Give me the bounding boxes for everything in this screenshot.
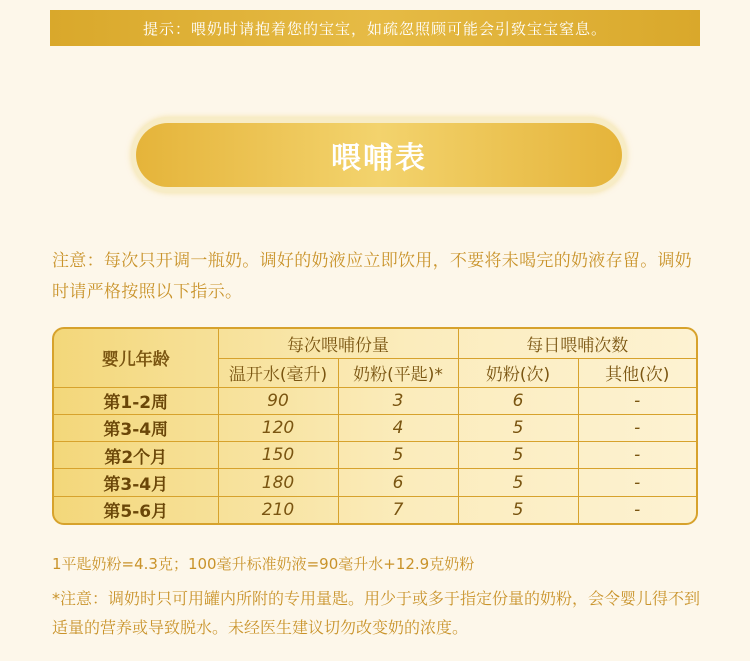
page-title: 喂哺表 — [136, 123, 622, 187]
scoop-usage-warning: *注意：调奶时只可用罐内所附的专用量匙。用少于或多于指定份量的奶粉，会令婴儿得不到适量的营养或导致脱水。未经医生建议切勿改变奶的浓度。 — [52, 589, 701, 637]
table-row — [54, 469, 696, 496]
other-times-header: 其他(次) — [578, 358, 696, 387]
age-cell: 第3-4月 — [54, 469, 218, 496]
age-cell: 第3-4周 — [54, 414, 218, 441]
feeds-cell: 5 — [458, 414, 578, 441]
daily-feeds-header: 每日喂哺次数 — [458, 329, 696, 358]
tip-banner: 提示：喂奶时请抱着您的宝宝，如疏忽照顾可能会引致宝宝窒息。 — [50, 10, 700, 46]
age-header: 婴儿年龄 — [54, 329, 218, 387]
table-row — [54, 442, 696, 469]
table-row — [54, 387, 696, 414]
powder-scoops-header: 奶粉(平匙)* — [338, 358, 458, 387]
water-cell: 150 — [218, 442, 338, 469]
other-cell: - — [578, 387, 696, 414]
other-cell: - — [578, 496, 696, 523]
powder-cell: 6 — [338, 469, 458, 496]
other-cell: - — [578, 442, 696, 469]
age-cell: 第5-6月 — [54, 496, 218, 523]
age-cell: 第1-2周 — [54, 387, 218, 414]
other-cell: - — [578, 469, 696, 496]
water-ml-header: 温开水(毫升) — [218, 358, 338, 387]
feeding-table — [52, 327, 698, 525]
feeds-cell: 6 — [458, 387, 578, 414]
feeds-cell: 5 — [458, 496, 578, 523]
powder-cell: 4 — [338, 414, 458, 441]
powder-times-header: 奶粉(次) — [458, 358, 578, 387]
feeds-cell: 5 — [458, 442, 578, 469]
age-cell: 第2个月 — [54, 442, 218, 469]
water-cell: 90 — [218, 387, 338, 414]
feeds-cell: 5 — [458, 469, 578, 496]
table-row — [54, 414, 696, 441]
notice-text: 注意：每次只开调一瓶奶。调好的奶液应立即饮用，不要将未喝完的奶液存留。调奶时请严格按照以下指示。 — [52, 251, 693, 302]
powder-cell: 3 — [338, 387, 458, 414]
water-cell: 180 — [218, 469, 338, 496]
other-cell: - — [578, 414, 696, 441]
powder-cell: 7 — [338, 496, 458, 523]
table-row — [54, 496, 696, 523]
powder-cell: 5 — [338, 442, 458, 469]
water-cell: 120 — [218, 414, 338, 441]
scoop-conversion-note: 1平匙奶粉=4.3克；100毫升标准奶液=90毫升水+12.9克奶粉 — [52, 555, 475, 573]
water-cell: 210 — [218, 496, 338, 523]
per-feed-amount-header: 每次喂哺份量 — [218, 329, 458, 358]
